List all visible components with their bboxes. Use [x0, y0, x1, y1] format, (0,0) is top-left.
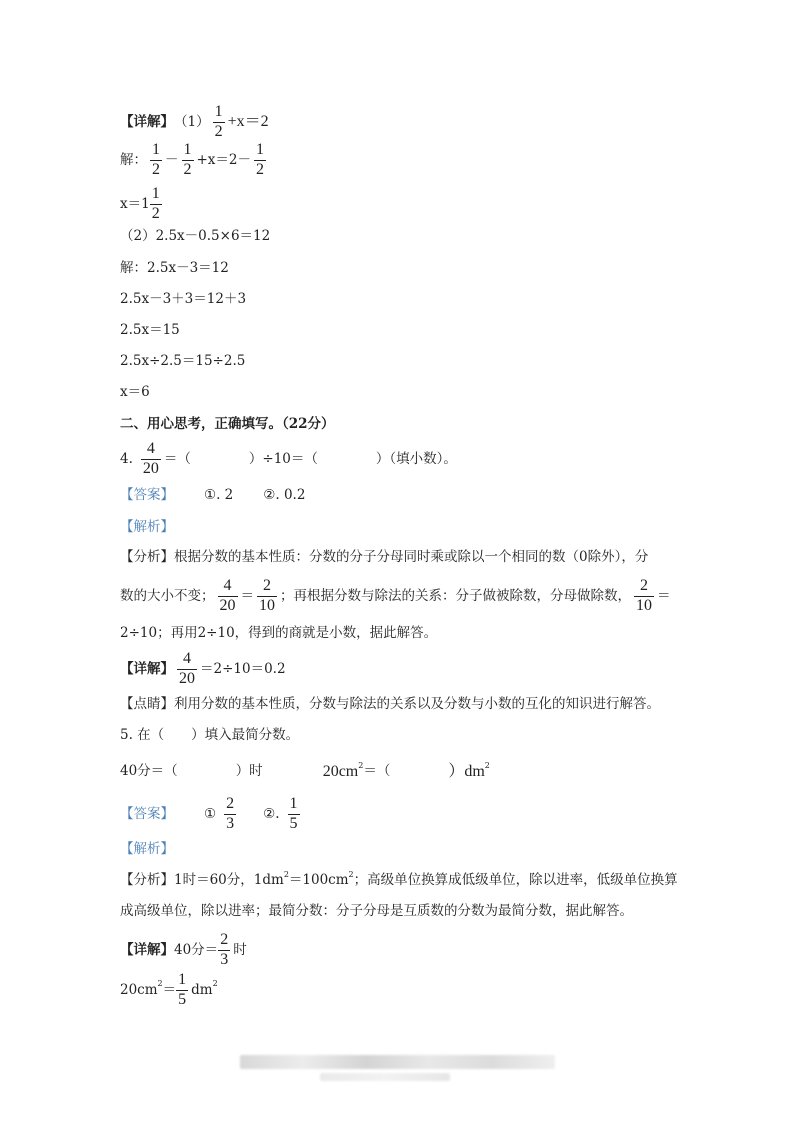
detail-5: 【详解】 40分＝ $\frac{2}{3}$ 时 [120, 931, 247, 968]
analysis-4-line3: 2÷10；再用2÷10，得到的商就是小数，据此解答。 [120, 625, 438, 641]
step-line: 2.5x÷2.5＝15÷2.5 [120, 353, 246, 369]
fraction: $\frac{1}{2}$ [256, 141, 265, 178]
fraction: $\frac{1}{5}$ [289, 795, 298, 832]
fraction: $\frac{1}{5}$ [178, 971, 187, 1008]
footer-watermark-sub [320, 1073, 450, 1081]
analysis-label: 【解析】 [120, 519, 174, 535]
fraction: $\frac{1}{2}$ [183, 141, 192, 178]
fraction: $\frac{2}{3}$ [220, 931, 229, 968]
detail-4: 【详解】 $\frac{4}{20}$ ＝2÷10＝0.2 [120, 650, 286, 687]
detail-5b: 20cm 2 ＝ $\frac{1}{5}$ dm 2 [120, 971, 218, 1008]
analysis-4-line2: 数的大小不变； $\frac{4}{20}$ ＝ $\frac{2}{10}$ ；再根据分数与除法的关系：分子做被除数，分母做除数， $\frac{2}{10}$ ＝ [120, 577, 671, 614]
step-line: 2.5x－3＋3＝12＋3 [120, 291, 247, 307]
answer-label: 【答案】 [120, 805, 174, 822]
answer-label: 【答案】 [120, 487, 174, 503]
detail-1-line [120, 104, 269, 141]
analysis-label: 【解析】 [120, 841, 174, 857]
key-point-4: 【点睛】利用分数的基本性质，分数与除法的关系以及分数与小数的互化的知识进行解答。 [120, 696, 660, 712]
fraction: $\frac{1}{2}$ [151, 185, 160, 222]
analysis-4-line1: 【分析】根据分数的基本性质：分数的分子分母同时乘或除以一个相同的数（0除外），分 [120, 549, 649, 565]
step-line: 2.5x＝15 [120, 322, 180, 338]
question-5-title: 5. 在（ ）填入最简分数。 [120, 727, 300, 743]
analysis-5-line1: 【分析】1时＝60分，1dm 2 ＝100cm 2 ；高级单位换算成低级单位，除以进率，低级单位换算 [120, 869, 678, 888]
solve-1-line: 解： $\frac{1}{2}$ － $\frac{1}{2}$ +x＝2－ $\frac{1}{2}$ [120, 141, 265, 178]
analysis-5-line2: 成高级单位，除以进率；最简分数：分子分母是互质数的分数为最简分数，据此解答。 [120, 903, 633, 919]
fraction: $\frac{2}{10}$ [259, 577, 275, 614]
fraction: $\frac{4}{20}$ [142, 440, 159, 477]
answer-4: 【答案】 ①. 2 ②. 0.2 [120, 487, 306, 503]
answer-5: 【答案】 ① $\frac{2}{3}$ ②. $\frac{1}{5}$ [120, 795, 298, 832]
result-1-line: x＝1 $\frac{1}{2}$ [120, 185, 160, 222]
fraction: $\frac{2}{10}$ [636, 577, 652, 614]
fraction: $\frac{4}{20}$ [219, 577, 236, 614]
part-label: （1） [174, 113, 210, 130]
question-4: 4. $\frac{4}{20}$ ＝（ ）÷10＝（ ）（填小数）。 [120, 440, 457, 477]
fraction: $\frac{1}{2}$ [152, 141, 160, 178]
question-5-items: 40分＝（ ）时 20cm 2 ＝（ ）dm 2 [120, 761, 490, 780]
footer-watermark [240, 1055, 555, 1069]
fraction: $\frac{2}{3}$ [226, 795, 235, 832]
step-line: x＝6 [120, 384, 150, 400]
fraction: $\frac{4}{20}$ [179, 650, 195, 687]
section-heading: 二、用心思考，正确填写。（22分） [120, 416, 335, 432]
equation-text: +x＝2 [227, 113, 269, 131]
fraction: $\frac{1}{2}$ [214, 103, 223, 140]
detail-label: 【详解】 [120, 113, 174, 130]
step-line: 解：2.5x－3＝12 [120, 260, 229, 276]
part-2-line: （2）2.5x－0.5×6＝12 [120, 228, 271, 244]
